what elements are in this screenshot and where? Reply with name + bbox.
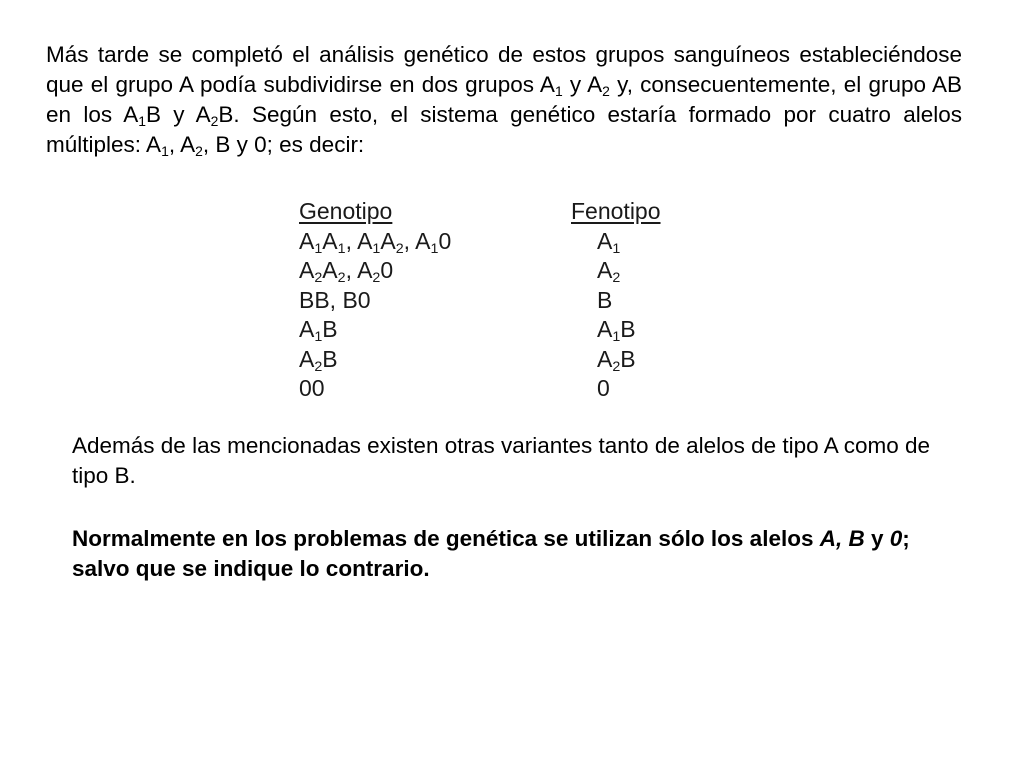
- note-paragraph: [72, 524, 972, 584]
- allele-subscript: 1: [337, 240, 346, 257]
- intro-subscript-4: 2: [210, 112, 219, 129]
- note-allele-b: B: [848, 526, 865, 551]
- allele-subscript: 2: [395, 240, 404, 257]
- allele-text: A: [299, 345, 315, 372]
- allele-text: 0: [438, 227, 452, 254]
- allele-text: B: [620, 345, 636, 372]
- intro-subscript-1: 1: [554, 82, 563, 99]
- allele-text: B: [597, 286, 613, 313]
- phenotype-cell: [571, 286, 719, 316]
- allele-text: A: [322, 227, 338, 254]
- genotype-cell: [299, 345, 571, 375]
- genotype-phenotype-table: [299, 197, 719, 404]
- allele-subscript: 1: [314, 328, 323, 345]
- allele-text: B: [620, 316, 636, 342]
- genotype-header: Genotipo: [299, 198, 393, 224]
- table-row: [299, 227, 719, 257]
- allele-subscript: 1: [612, 328, 621, 345]
- allele-text: A: [597, 257, 613, 283]
- phenotype-cell: [571, 345, 719, 375]
- note-text-3: y: [864, 526, 890, 551]
- allele-text: B: [322, 345, 338, 372]
- allele-subscript: 2: [337, 269, 346, 286]
- table-row: [299, 256, 719, 286]
- allele-subscript: 2: [612, 358, 621, 375]
- intro-text-6: , A: [168, 132, 196, 157]
- allele-subscript: 2: [612, 269, 621, 286]
- intro-subscript-3: 1: [138, 112, 146, 129]
- phenotype-cell: [571, 227, 719, 257]
- note-text-1: Normalmente en los problemas de genética se utilizan sólo los alelos: [72, 526, 820, 551]
- table-body: [299, 227, 719, 404]
- allele-text: 0: [597, 375, 610, 401]
- phenotype-cell: [571, 256, 719, 286]
- intro-text-7: , B y 0; es decir:: [202, 132, 365, 157]
- table-row: [299, 345, 719, 375]
- allele-text: A: [299, 227, 315, 254]
- genotype-cell: [299, 227, 571, 257]
- genotype-cell: [299, 286, 571, 316]
- allele-text: , A: [345, 227, 373, 254]
- table-row: [299, 374, 719, 404]
- intro-paragraph: [46, 40, 962, 160]
- phenotype-cell: [571, 315, 719, 345]
- intro-text-3: y, consecuentemente, el grupo AB en los A: [46, 72, 962, 127]
- table-row: [299, 286, 719, 316]
- phenotype-cell: [571, 374, 719, 404]
- allele-subscript: 1: [612, 240, 621, 257]
- allele-text: 0: [380, 257, 394, 283]
- allele-text: A: [597, 345, 613, 372]
- allele-text: A: [597, 316, 613, 342]
- intro-subscript-2: 2: [602, 82, 610, 99]
- allele-subscript: 2: [314, 269, 323, 286]
- table-header-row: [299, 197, 719, 227]
- intro-text-2: y A: [562, 72, 603, 97]
- genotype-cell: [299, 256, 571, 286]
- allele-text: A: [597, 227, 613, 254]
- genotype-cell: [299, 315, 571, 345]
- allele-text: , A: [403, 227, 431, 254]
- intro-text-1: Más tarde se completó el análisis genético de estos grupos sanguíneos estableciéndose que el grupo A podía subdividirse en dos grupos A: [46, 42, 962, 97]
- note-allele-a: A,: [819, 526, 843, 551]
- allele-subscript: 2: [314, 358, 323, 375]
- allele-text: A: [299, 257, 315, 283]
- allele-text: 00: [299, 375, 325, 401]
- allele-subscript: 1: [372, 240, 381, 257]
- intro-text-4: B y A: [145, 102, 211, 127]
- allele-subscript: 2: [372, 269, 381, 286]
- variants-paragraph: Además de las mencionadas existen otras variantes tanto de alelos de tipo A como de tipo B.: [72, 433, 931, 488]
- allele-text: A: [322, 257, 338, 283]
- note-allele-0: 0: [889, 526, 903, 551]
- allele-text: , A: [345, 257, 373, 283]
- intro-text-5: B. Según esto, el sistema genético estaría formado por cuatro alelos múltiples: A: [46, 102, 962, 157]
- allele-text: A: [380, 227, 396, 254]
- allele-subscript: 1: [430, 240, 439, 257]
- table-row: [299, 315, 719, 345]
- allele-text: BB, B0: [299, 286, 371, 313]
- allele-text: B: [322, 316, 338, 342]
- intro-subscript-6: 2: [195, 142, 203, 159]
- phenotype-header: Fenotipo: [571, 198, 661, 224]
- allele-subscript: 1: [314, 240, 323, 257]
- note-text-4: ; salvo que se indique lo contrario.: [72, 526, 910, 581]
- allele-text: A: [299, 316, 315, 342]
- intro-subscript-5: 1: [161, 142, 169, 159]
- genotype-cell: [299, 374, 571, 404]
